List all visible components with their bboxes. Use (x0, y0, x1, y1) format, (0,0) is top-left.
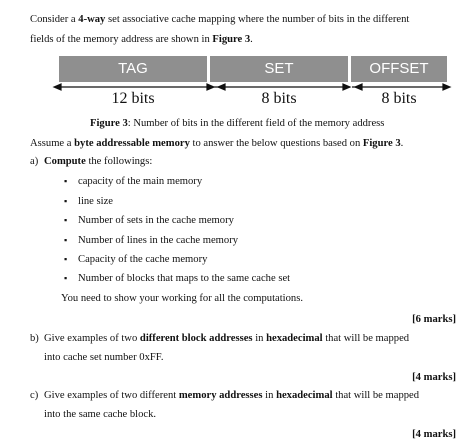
text: that will be mapped (332, 390, 420, 401)
question-c-line-1 (44, 389, 419, 402)
tag-label: TAG (118, 59, 148, 77)
list-item: Number of blocks that maps to the same cache set (78, 273, 291, 284)
text: Give examples of two different (44, 390, 179, 401)
bullet-icon: ▪ (64, 235, 68, 245)
caption-label: Figure 3 (90, 118, 128, 129)
text: fields of the memory address are shown in (30, 34, 213, 45)
caption-text: : Number of bits in the different field of the memory address (127, 118, 385, 129)
bullet-icon: ▪ (64, 196, 68, 206)
text: Assume a (30, 138, 75, 149)
offset-field-header (351, 56, 447, 82)
bullet-icon: ▪ (64, 254, 68, 264)
list-item: Number of sets in the cache memory (78, 215, 234, 226)
text: . (400, 138, 404, 149)
set-label: SET (264, 59, 294, 77)
question-a-marks: [6 marks] (412, 314, 456, 325)
tag-bits: 12 bits (111, 90, 155, 107)
text: set associative cache mapping where the number of bits in the different (105, 14, 410, 25)
question-b-line-1 (44, 332, 409, 345)
figure-caption (90, 117, 384, 130)
list-item: capacity of the main memory (78, 176, 203, 187)
assumption-line (30, 137, 403, 150)
list-item: line size (78, 196, 114, 207)
question-c-line-2: into the same cache block. (44, 409, 157, 420)
list-item: Capacity of the cache memory (78, 254, 208, 265)
text: the followings: (85, 156, 153, 167)
text-bold: byte addressable memory (74, 138, 190, 149)
figure-ref: Figure 3 (362, 138, 401, 149)
question-b-line-2: into cache set number 0xFF. (44, 352, 164, 363)
text-bold: 4-way (78, 14, 106, 25)
text-bold: hexadecimal (266, 333, 323, 344)
text: Consider a (30, 14, 79, 25)
intro-line-2 (30, 33, 253, 46)
bullet-icon: ▪ (64, 273, 68, 283)
list-item: Number of lines in the cache memory (78, 235, 239, 246)
question-c-label: c) (30, 390, 39, 401)
set-bits: 8 bits (261, 90, 297, 107)
text-bold: different block addresses (139, 333, 253, 344)
text: . (250, 34, 253, 45)
offset-label: OFFSET (369, 59, 429, 77)
figure-ref: Figure 3 (212, 34, 251, 45)
text-bold: hexadecimal (276, 390, 333, 401)
text: in (252, 333, 267, 344)
intro-line-1 (30, 13, 409, 26)
tag-field-header (59, 56, 207, 82)
text-bold: Compute (44, 156, 86, 167)
set-field-header (210, 56, 348, 82)
text-bold: memory addresses (178, 390, 263, 401)
bullet-icon: ▪ (64, 176, 68, 186)
text: in (262, 390, 277, 401)
bullet-icon: ▪ (64, 215, 68, 225)
offset-bits: 8 bits (381, 90, 417, 107)
question-c-marks: [4 marks] (412, 429, 456, 440)
question-b-label: b) (30, 333, 39, 344)
question-a-label: a) (30, 156, 39, 167)
text: to answer the below questions based on (189, 138, 363, 149)
text: Give examples of two (44, 333, 140, 344)
question-a-heading (44, 155, 152, 168)
question-b-marks: [4 marks] (412, 372, 456, 383)
question-a-note: You need to show your working for all the computations. (61, 293, 303, 304)
text: that will be mapped (322, 333, 410, 344)
